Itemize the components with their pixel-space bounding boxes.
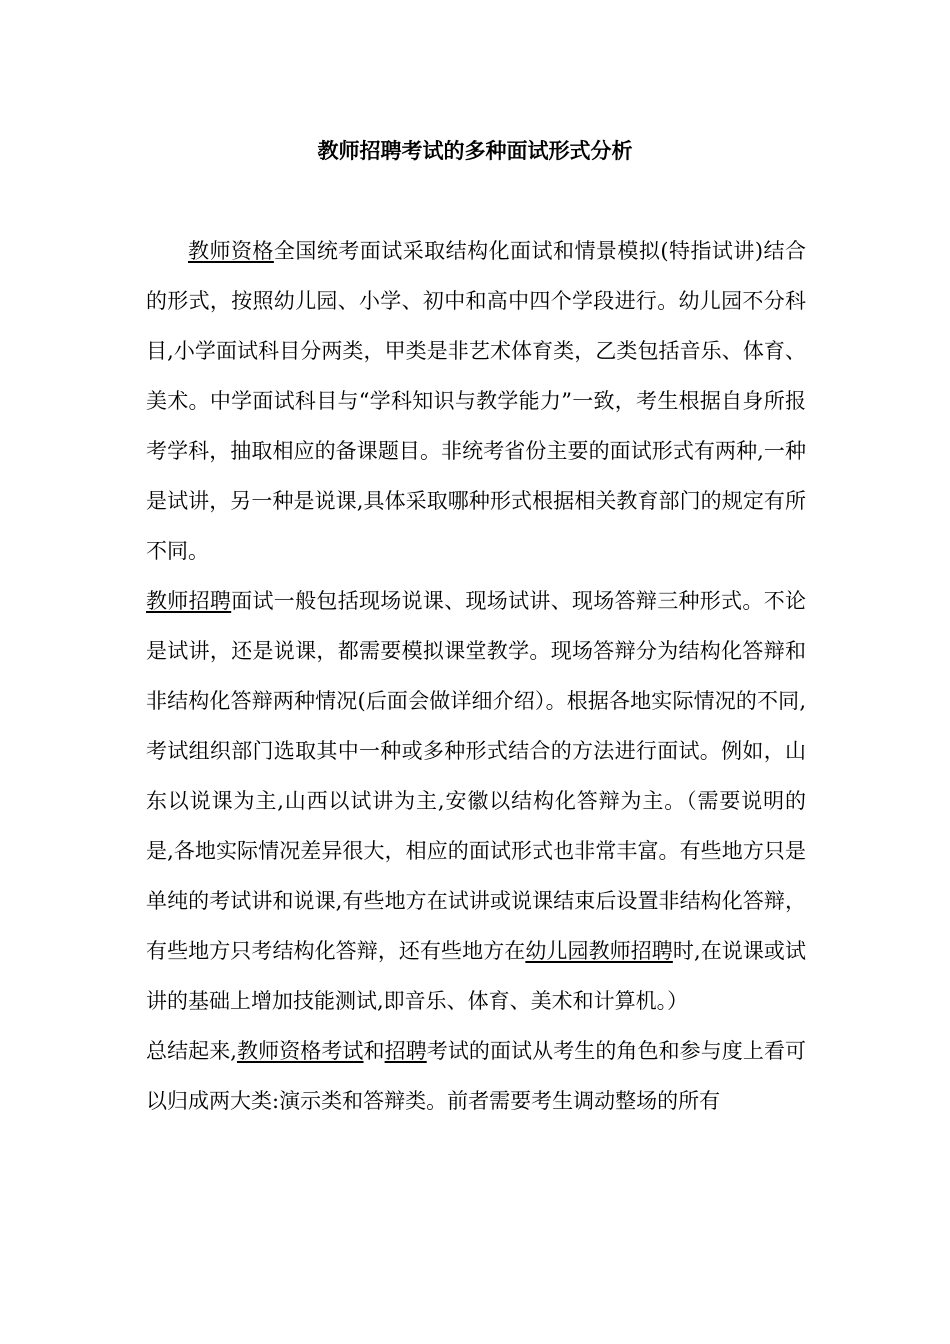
keyword-link[interactable]: 幼儿园教师招聘 bbox=[525, 939, 673, 963]
paragraph bbox=[146, 1026, 806, 1126]
paragraph-text: 总结起来, bbox=[146, 1039, 237, 1063]
paragraph-text: 考试的面试从考生的角色和参与度上看可以归成两大类:演示类和答辩类。前者需要考生调动整场的所有 bbox=[146, 1039, 807, 1113]
keyword-link[interactable]: 教师招聘 bbox=[146, 589, 232, 613]
paragraph-text: 面试一般包括现场说课、现场试讲、现场答辩三种形式。不论是试讲，还是说课，都需要模拟课堂教学。现场答辩分为结构化答辩和非结构化答辩两种情况(后面会做详细介绍）。根据各地实际情况的不同,考试组织部门选取其中一种或多种形式结合的方法进行面试。例如，山东以说课为主,山西以试讲为主,安徽以结构化答辩为主。（需要说明的是,各地实际情况差异很大，相应的面试形式也非常丰富。有些地方只是单纯的考试讲和说课,有些地方在试讲或说课结束后设置非结构化答辩，有些地方只考结构化答辩，还有些地方在 bbox=[146, 589, 807, 963]
keyword-link[interactable]: 教师资格考试 bbox=[236, 1039, 364, 1063]
keyword-link[interactable]: 招聘 bbox=[384, 1039, 427, 1063]
paragraph bbox=[146, 576, 806, 1026]
document-title: 教师招聘考试的多种面试形式分析 bbox=[317, 139, 633, 163]
document-body bbox=[146, 226, 806, 1126]
paragraph-text: 和 bbox=[363, 1039, 385, 1063]
paragraph-text: 全国统考面试采取结构化面试和情景模拟(特指试讲)结合的形式，按照幼儿园、小学、初中和高中四个学段进行。幼儿园不分科目,小学面试科目分两类，甲类是非艺术体育类，乙类包括音乐、体育、美术。中学面试科目与“学科知识与教学能力”一致，考生根据自身所报考学科，抽取相应的备课题目。非统考省份主要的面试形式有两种,一种是试讲，另一种是说课,具体采取哪种形式根据相关教育部门的规定有所不同。 bbox=[146, 239, 807, 563]
paragraph bbox=[146, 226, 806, 576]
keyword-link[interactable]: 教师资格 bbox=[188, 239, 274, 263]
paragraph-text: 时,在说课或试讲的基础上增加技能测试,即音乐、体育、美术和计算机。） bbox=[146, 939, 806, 1013]
